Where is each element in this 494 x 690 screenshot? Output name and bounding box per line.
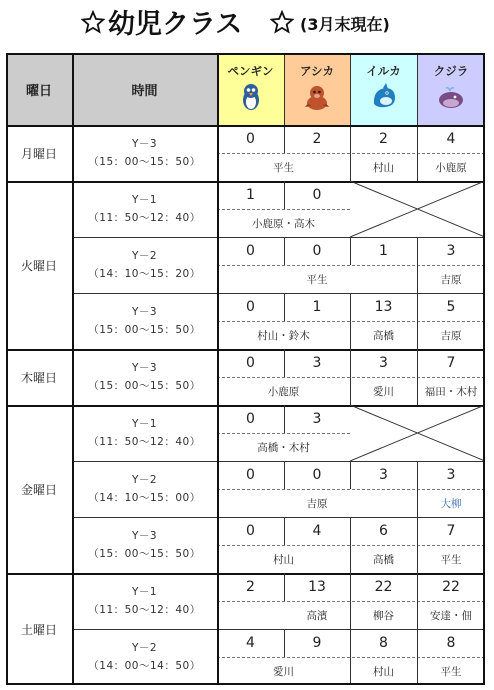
- teacher-name: 福田・木村: [424, 385, 478, 398]
- grid-line: [72, 53, 74, 685]
- enrollment-count: 0: [246, 131, 255, 147]
- class-code: Y－1: [131, 194, 158, 206]
- enrollment-count: 22: [374, 579, 393, 595]
- class-name: イルカ: [366, 64, 401, 78]
- dolphin-icon: [369, 82, 399, 115]
- teacher-name: 村山: [373, 665, 394, 678]
- class-code: Y－3: [131, 138, 158, 150]
- class-code: Y－2: [131, 474, 158, 486]
- class-header-penguin: [217, 53, 284, 125]
- grid-line: [350, 53, 351, 125]
- time-slot: [72, 405, 217, 461]
- enrollment-count: 0: [312, 243, 322, 259]
- enrollment-count: 1: [312, 299, 322, 315]
- enrollment-count: 3: [312, 411, 322, 427]
- class-code: Y－1: [131, 586, 158, 598]
- enrollment-count: 2: [246, 579, 255, 595]
- enrollment-count: 3: [379, 467, 388, 483]
- teacher-name: 小鹿原: [267, 385, 300, 398]
- time-slot: [72, 629, 217, 685]
- class-code: Y－2: [131, 250, 158, 262]
- enrollment-count: 3: [446, 467, 456, 483]
- enrollment-count: 0: [246, 355, 255, 371]
- day-label: 土曜日: [20, 622, 57, 637]
- grid-line: [6, 53, 8, 685]
- grid-line: [417, 153, 418, 181]
- enrollment-count: 0: [246, 243, 255, 259]
- class-code: Y－3: [131, 306, 158, 318]
- class-time: （11：50～12：40）: [88, 604, 201, 616]
- time-slot: [72, 293, 217, 349]
- enrollment-count: 7: [446, 523, 456, 539]
- enrollment-count: 0: [246, 523, 255, 539]
- grid-line: [350, 545, 351, 573]
- teacher-name: 高濱: [306, 609, 328, 622]
- class-time: （15：00～15：50）: [88, 156, 201, 168]
- teacher-name: 高橋: [373, 553, 394, 566]
- enrollment-count: 7: [446, 355, 456, 371]
- class-time: （11：50～12：40）: [88, 212, 201, 224]
- grid-line: [417, 321, 418, 349]
- time-slot: [72, 125, 217, 181]
- enrollment-count: 22: [442, 579, 460, 595]
- day-label: 火曜日: [20, 258, 57, 273]
- grid-line: [6, 683, 485, 685]
- teacher-name: 安達・佃: [430, 609, 472, 622]
- enrollment-count: 13: [374, 299, 393, 315]
- class-header-sea-lion: [284, 53, 350, 125]
- enrollment-count: 4: [312, 523, 322, 539]
- teacher-name: 小鹿原: [435, 161, 467, 174]
- class-time: （15：00～15：50）: [88, 324, 201, 336]
- title-subtitle: (3月末現在): [300, 15, 390, 34]
- teacher-name: 柳谷: [373, 609, 394, 622]
- class-time: （14：10～15：00）: [88, 492, 201, 504]
- class-code: Y－2: [131, 642, 158, 654]
- class-code: Y－3: [131, 362, 158, 374]
- grid-line: [350, 601, 351, 629]
- grid-line: [350, 153, 351, 181]
- header-day: 曜日: [6, 53, 72, 125]
- enrollment-count: 3: [446, 243, 456, 259]
- teacher-name: 吉原: [440, 273, 462, 286]
- penguin-icon: [237, 82, 265, 115]
- schedule-table: [6, 53, 485, 685]
- teacher-name: 小鹿原・高木: [252, 217, 315, 230]
- day-label: 金曜日: [20, 482, 57, 497]
- enrollment-count: 13: [308, 579, 326, 595]
- day-label: 月曜日: [20, 146, 57, 161]
- enrollment-count: 2: [379, 131, 388, 147]
- grid-line: [350, 377, 351, 405]
- enrollment-count: 4: [446, 131, 456, 147]
- class-time: （14：10～15：20）: [88, 268, 201, 280]
- grid-line: [417, 265, 418, 293]
- sea-lion-icon: [302, 82, 332, 115]
- enrollment-count: 8: [446, 635, 456, 651]
- no-class-cross: [350, 405, 485, 461]
- teacher-name: 平生: [273, 161, 294, 174]
- time-slot: [72, 573, 217, 629]
- enrollment-count: 0: [312, 467, 322, 483]
- teacher-name: 吉原: [306, 497, 328, 510]
- grid-line: [417, 601, 418, 629]
- title-main: 幼児クラス: [108, 9, 243, 40]
- teacher-name: 村山: [373, 161, 394, 174]
- teacher-name: 吉原: [440, 329, 462, 342]
- enrollment-count: 1: [379, 243, 388, 259]
- class-time: （11：50～12：40）: [88, 436, 201, 448]
- grid-line: [350, 321, 351, 349]
- class-time: （15：00～15：50）: [88, 380, 201, 392]
- class-time: （15：00～15：50）: [88, 548, 201, 560]
- time-slot: [72, 461, 217, 517]
- time-slot: [72, 181, 217, 237]
- star-icon: [270, 10, 294, 34]
- time-slot: [72, 349, 217, 405]
- teacher-name: 村山・鈴木: [257, 329, 310, 342]
- time-slot: [72, 237, 217, 293]
- grid-line: [417, 53, 418, 125]
- grid-line: [417, 489, 418, 517]
- enrollment-count: 4: [246, 635, 255, 651]
- grid-line: [417, 657, 418, 685]
- enrollment-count: 8: [379, 635, 388, 651]
- time-slot: [72, 517, 217, 573]
- grid-line: [417, 377, 418, 405]
- teacher-name: 高橋: [373, 329, 394, 342]
- class-header-dolphin: [350, 53, 417, 125]
- enrollment-count: 0: [246, 467, 255, 483]
- enrollment-count: 9: [312, 635, 322, 651]
- teacher-name: 平生: [306, 273, 328, 286]
- teacher-name: 愛川: [273, 665, 294, 678]
- class-code: Y－3: [131, 530, 158, 542]
- enrollment-count: 1: [246, 187, 255, 203]
- grid-line: [6, 53, 485, 55]
- enrollment-count: 3: [379, 355, 388, 371]
- page-title: [0, 0, 494, 48]
- class-name: アシカ: [299, 64, 335, 78]
- teacher-name: 高橋・木村: [257, 441, 310, 454]
- grid-line: [417, 545, 418, 573]
- enrollment-count: 0: [246, 411, 255, 427]
- whale-icon: [436, 82, 466, 115]
- day-label: 木曜日: [20, 370, 57, 385]
- no-class-cross: [350, 181, 485, 237]
- teacher-name: 愛川: [373, 385, 394, 398]
- enrollment-count: 0: [312, 187, 322, 203]
- enrollment-count: 6: [379, 523, 388, 539]
- teacher-name: 平生: [440, 553, 462, 566]
- class-name: ペンギン: [227, 64, 274, 78]
- enrollment-count: 5: [446, 299, 456, 315]
- header-time: 時間: [72, 53, 217, 125]
- grid-line: [284, 53, 285, 125]
- grid-line: [483, 53, 485, 685]
- enrollment-count: 0: [246, 299, 255, 315]
- class-code: Y－1: [131, 418, 158, 430]
- star-icon: [81, 10, 105, 34]
- class-header-whale: [417, 53, 485, 125]
- teacher-name: 村山: [273, 553, 294, 566]
- grid-line: [217, 53, 219, 685]
- grid-line: [350, 657, 351, 685]
- enrollment-count: 2: [312, 131, 322, 147]
- grid-line: [6, 125, 485, 127]
- class-time: （14：00～14：50）: [88, 660, 201, 672]
- enrollment-count: 3: [312, 355, 322, 371]
- class-name: クジラ: [433, 64, 469, 78]
- teacher-name: 平生: [440, 665, 462, 678]
- teacher-name: 大柳: [440, 497, 462, 510]
